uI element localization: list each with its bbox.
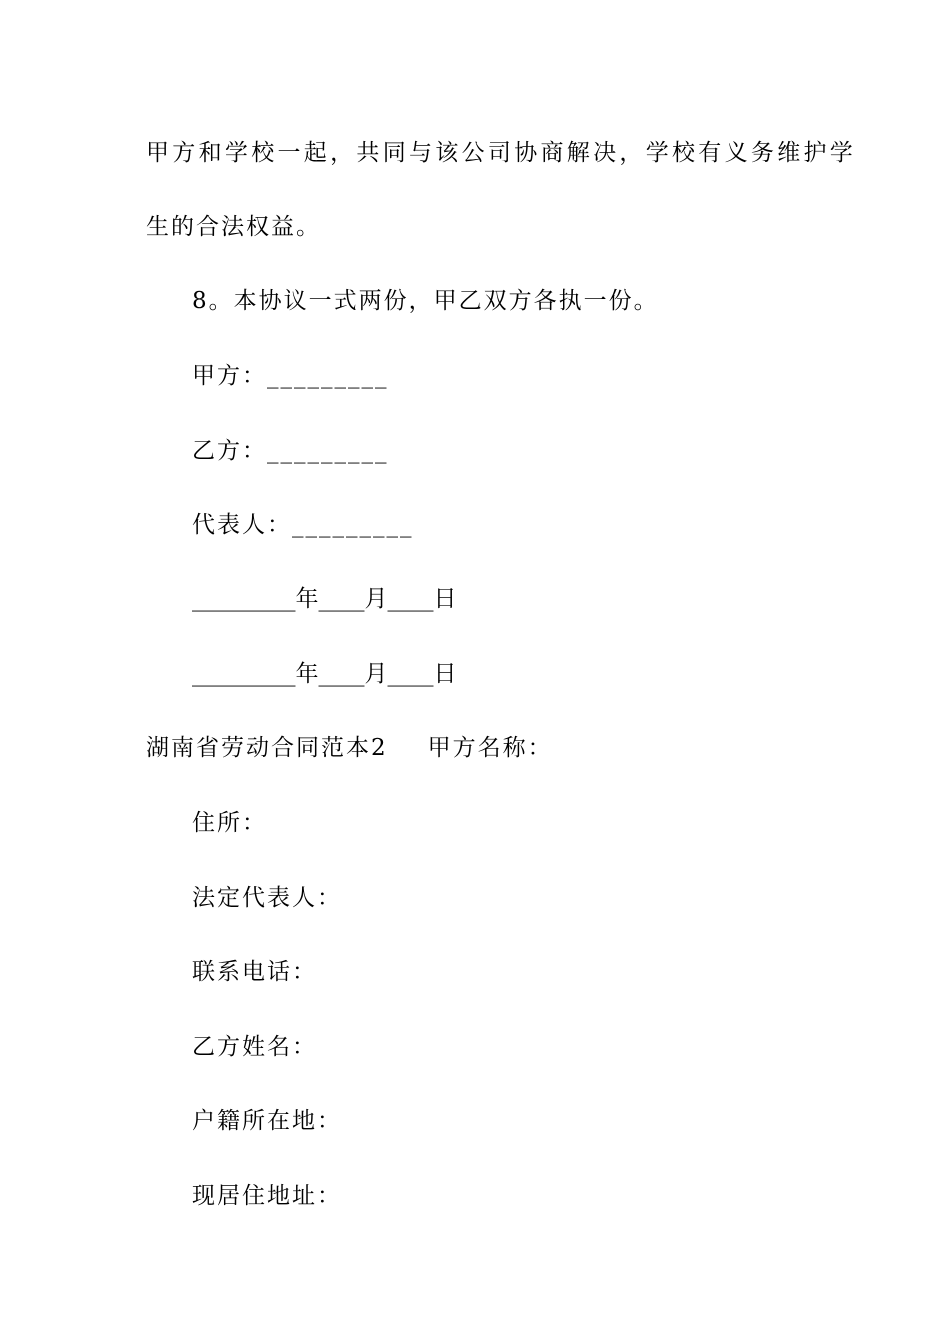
paragraph-line-2: 生的合法权益。 <box>146 214 321 240</box>
date-line-2: _________年____月____日 <box>192 661 457 687</box>
clause-8: 8。本协议一式两份，甲乙双方各执一份。 <box>192 288 659 314</box>
phone-label: 联系电话： <box>192 959 317 985</box>
signature-representative: 代表人：_________ <box>192 512 414 538</box>
signature-party-a: 甲方：_________ <box>192 363 389 389</box>
paragraph-line-1: 甲方和学校一起，共同与该公司协商解决，学校有义务维护学 <box>146 140 857 166</box>
household-registration-label: 户籍所在地： <box>192 1108 342 1134</box>
party-a-name-label: 甲方名称： <box>427 735 553 761</box>
section-heading-line <box>146 733 553 763</box>
address-label: 住所： <box>192 810 267 836</box>
party-b-name-label: 乙方姓名： <box>192 1034 317 1060</box>
section-title: 湖南省劳动合同范本2 <box>146 735 388 761</box>
legal-representative-label: 法定代表人： <box>192 885 342 911</box>
date-line-1: _________年____月____日 <box>192 586 457 612</box>
current-address-label: 现居住地址： <box>192 1183 342 1209</box>
signature-party-b: 乙方：_________ <box>192 438 389 464</box>
